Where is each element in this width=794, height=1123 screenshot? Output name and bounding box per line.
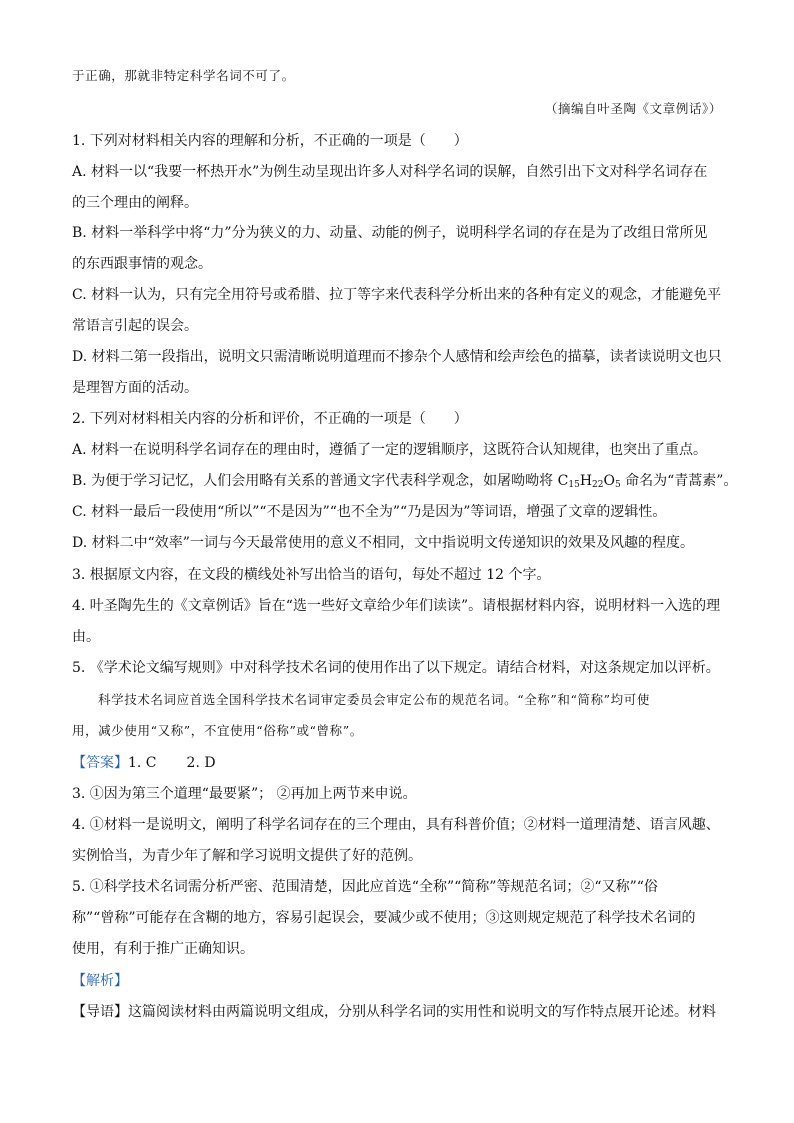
formula-subscript: 22	[592, 480, 604, 490]
question-4: 4. 叶圣陶先生的《文章例话》旨在“选一些好文章给少年们读读”。请根据材料内容，说明材料一入选的理	[72, 598, 721, 614]
quoted-rule: 科学技术名词应首选全国科学技术名词审定委员会审定公布的规范名词。“全称”和“简称”均可使	[98, 692, 650, 707]
answer-line	[72, 753, 732, 773]
q1-option-d: D. 材料二第一段指出，说明文只需清晰说明道理而不掺杂个人感情和绘声绘色的描摹，读者读说明文也只	[72, 349, 722, 365]
answer-tag: 【答案】	[72, 755, 128, 771]
answer-3: 3. ①因为第三个道理“最要紧”； ②再加上两节来申说。	[72, 786, 417, 802]
q1-option-d-cont: 是理智方面的活动。	[72, 380, 198, 396]
question-3: 3. 根据原文内容，在文段的横线处补写出恰当的语句，每处不超过 12 个字。	[72, 567, 551, 583]
text-line: 于正确，那就非特定科学名词不可了。	[72, 68, 295, 83]
answer-5-cont2: 使用，有利于推广正确知识。	[72, 941, 254, 957]
formula-element: O	[603, 473, 615, 489]
intro-text: 这篇阅读材料由两篇说明文组成，分别从科学名词的实用性和说明文的写作特点展开论述。材料	[128, 1004, 716, 1020]
formula-subscript: 5	[614, 480, 621, 490]
question-4-cont: 由。	[72, 629, 100, 645]
source-citation: （摘编自叶圣陶《文章例话》）	[544, 101, 722, 116]
answer-1: 1. C	[128, 755, 157, 771]
analysis-tag: 【解析】	[72, 973, 128, 989]
quoted-rule-cont: 用，减少使用“又称”，不宜使用“俗称”或“曾称”。	[72, 723, 363, 738]
q2-option-d: D. 材料二中“效率”一词与今天最常使用的意义不相同，文中指说明文传递知识的效果及风趣的程度。	[72, 535, 694, 551]
intro-line	[72, 1002, 732, 1022]
q2-option-b-text: B. 为便于学习记忆，人们会用略有关系的普通文字代表科学观念，如屠呦呦将 C	[72, 473, 569, 489]
formula-element: H	[579, 473, 593, 489]
answer-5: 5. ①科学技术名词需分析严密、范围清楚，因此应首选“全称”“简称”等规范名词；②“又称”“俗	[72, 879, 658, 895]
question-5: 5. 《学术论文编写规则》中对科学技术名词的使用作出了以下规定。请结合材料，对这条规定加以评析。	[72, 660, 720, 676]
q1-option-a: A. 材料一以“我要一杯热开水”为例生动呈现出许多人对科学名词的误解，自然引出下文对科学名词存在	[72, 164, 708, 180]
q1-option-c-cont: 常语言引起的误会。	[72, 318, 198, 334]
q1-option-c: C. 材料一认为，只有完全用符号或希腊、拉丁等字来代表科学分析出来的各种有定义的观念，才能避免平	[72, 287, 722, 303]
q1-option-b-cont: 的东西跟事情的观念。	[72, 256, 212, 272]
intro-tag: 【导语】	[72, 1004, 128, 1020]
q2-option-b-text-end: 命名为“青蒿素”。	[620, 473, 738, 489]
q2-option-a: A. 材料一在说明科学名词存在的理由时，遵循了一定的逻辑顺序，这既符合认知规律，也突出了重点。	[72, 442, 708, 458]
q2-option-c: C. 材料一最后一段使用“所以”“不是因为”“也不全为”“乃是因为”等词语，增强了文章的逻辑性。	[72, 504, 667, 520]
q1-option-b: B. 材料一举科学中将“力”分为狭义的力、动量、动能的例子，说明科学名词的存在是为了改组日常所见	[72, 225, 708, 241]
answer-4: 4. ①材料一是说明文，阐明了科学名词存在的三个理由，具有科普价值；②材料一道理清楚、语言风趣、	[72, 817, 720, 833]
q1-option-a-cont: 的三个理由的阐释。	[72, 195, 198, 211]
answer-4-cont: 实例恰当，为青少年了解和学习说明文提供了好的范例。	[72, 848, 422, 864]
formula-subscript: 15	[568, 480, 580, 490]
answer-5-cont: 称”“曾称”可能存在含糊的地方，容易引起误会，要减少或不使用；③这则规定规范了科学技术名词的	[72, 910, 696, 926]
question-2: 2. 下列对材料相关内容的分析和评价，不正确的一项是（ ）	[72, 411, 468, 427]
question-1: 1. 下列对材料相关内容的理解和分析，不正确的一项是（ ）	[72, 133, 468, 149]
answer-2: 2. D	[186, 755, 216, 771]
q2-option-b	[72, 471, 738, 495]
